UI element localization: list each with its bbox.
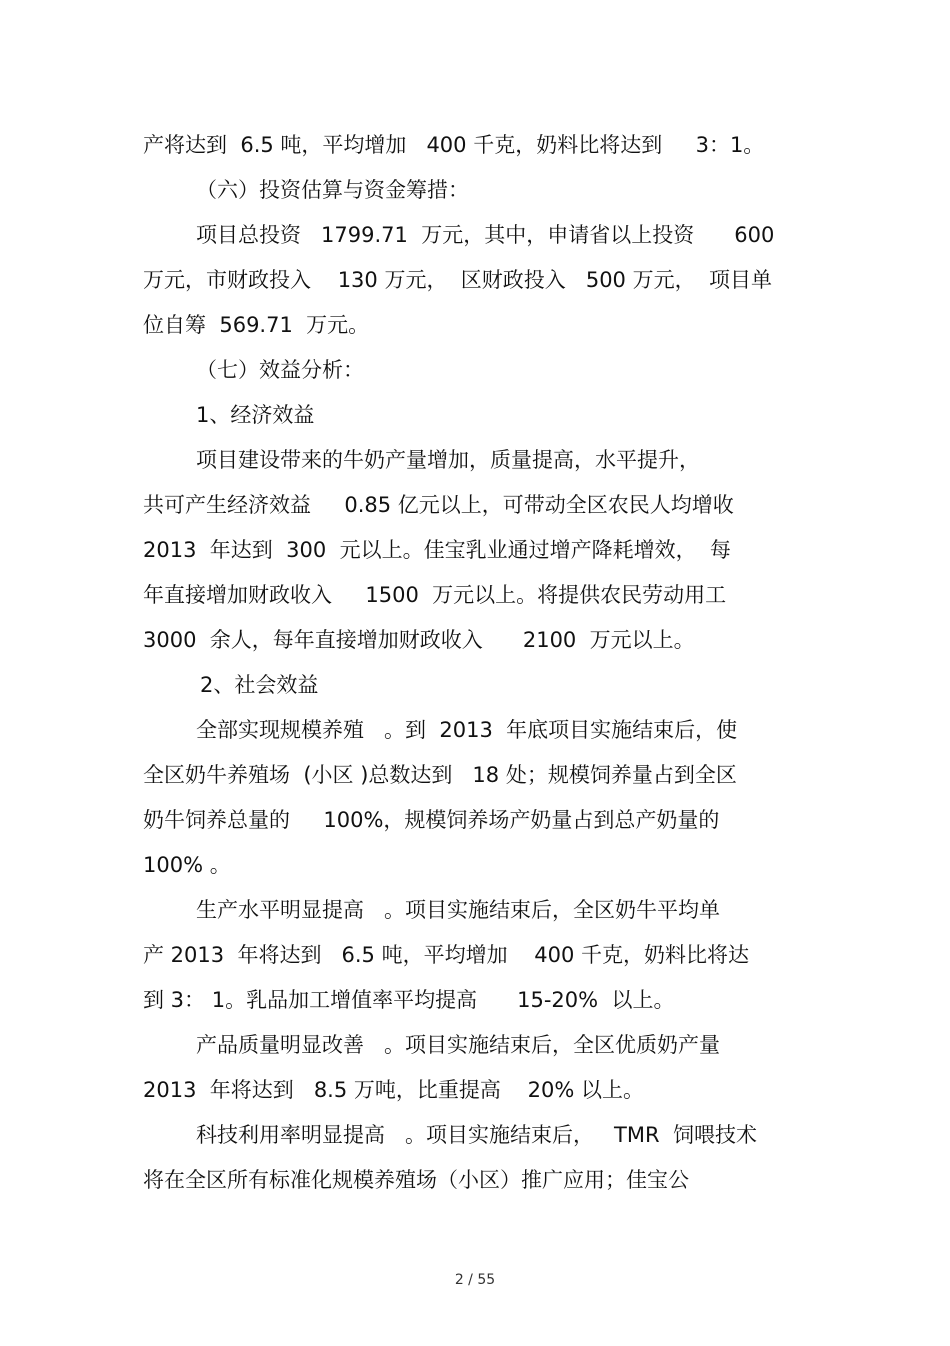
text-line: 万元，市财政投入 130 万元， 区财政投入 500 万元， 项目单 (143, 268, 772, 292)
text-line: 全区奶牛养殖场 (小区 )总数达到 18 处；规模饲养量占到全区 (143, 763, 737, 787)
text-line: 全部实现规模养殖 。到 2013 年底项目实施结束后，使 (196, 718, 738, 742)
text-line: 年直接增加财政收入 1500 万元以上。将提供农民劳动用工 (143, 583, 727, 607)
text-line: 奶牛饲养总量的 100%，规模饲养场产奶量占到总产奶量的 (143, 808, 720, 832)
text-line: 产 2013 年将达到 6.5 吨，平均增加 400 千克，奶料比将达 (143, 943, 750, 967)
text-line: 科技利用率明显提高 。项目实施结束后， TMR 饲喂技术 (196, 1123, 757, 1147)
text-line: 2013 年将达到 8.5 万吨，比重提高 20% 以上。 (143, 1078, 644, 1102)
text-line: 3000 余人，每年直接增加财政收入 2100 万元以上。 (143, 628, 695, 652)
text-line: 2013 年达到 300 元以上。佳宝乳业通过增产降耗增效， 每 (143, 538, 731, 562)
text-line: 生产水平明显提高 。项目实施结束后，全区奶牛平均单 (196, 898, 721, 922)
subsection-heading: 2、社会效益 (200, 673, 319, 697)
page-number: 2 / 55 (454, 1272, 496, 1288)
text-line: 产品质量明显改善 。项目实施结束后，全区优质奶产量 (196, 1033, 721, 1057)
text-line: 产将达到 6.5 吨，平均增加 400 千克，奶料比将达到 3：1。 (143, 133, 765, 157)
section-heading: （六）投资估算与资金筹措： (196, 178, 469, 202)
text-line: 到 3： 1。乳品加工增值率平均提高 15-20% 以上。 (143, 988, 675, 1012)
subsection-heading: 1、经济效益 (196, 403, 315, 427)
text-line: 项目建设带来的牛奶产量增加，质量提高，水平提升， (196, 448, 700, 472)
text-line: 共可产生经济效益 0.85 亿元以上，可带动全区农民人均增收 (143, 493, 734, 517)
text-line: 位自筹 569.71 万元。 (143, 313, 370, 337)
text-line: 将在全区所有标准化规模养殖场（小区）推广应用；佳宝公 (143, 1168, 689, 1192)
text-line: 项目总投资 1799.71 万元，其中，申请省以上投资 600 (196, 223, 775, 247)
text-line: 100% 。 (143, 853, 231, 877)
section-heading: （七）效益分析： (196, 358, 364, 382)
